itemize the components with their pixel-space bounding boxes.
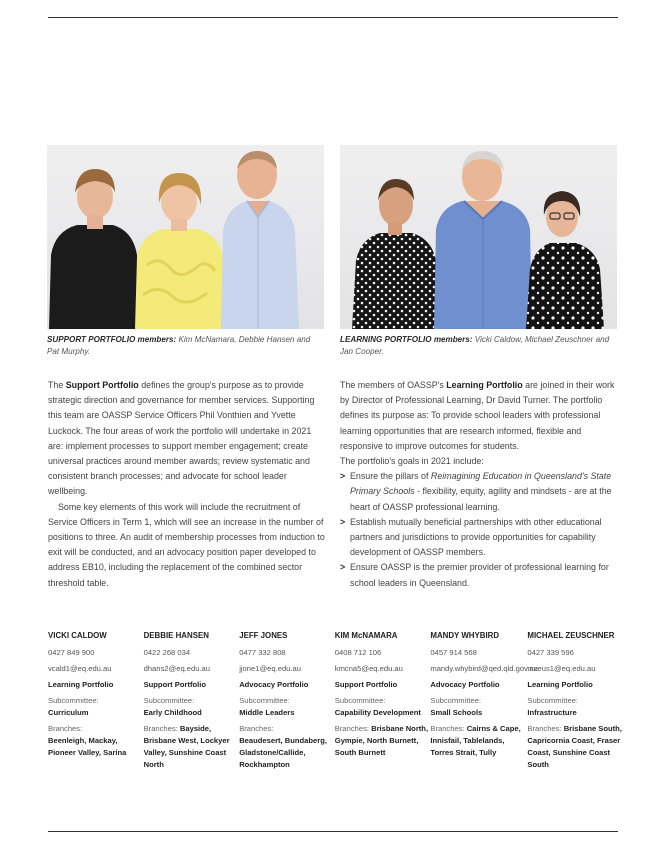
goal-item: > Ensure OASSP is the premier provider of professional learning for school leaders in Queensland.: [340, 560, 620, 590]
branches-label: Branches:: [48, 723, 83, 733]
branches-text: Cairns & Cape, Innisfail, Tablelands, Torres Strait, Tully: [430, 723, 521, 757]
subcommittee-label: Subcommittee:: [48, 695, 99, 705]
subcommittee-value: Capability Development: [334, 707, 421, 717]
contact-phone: 0408 712 106: [334, 647, 382, 657]
contact-card: [335, 630, 431, 771]
portfolio-name: Support Portfolio: [65, 380, 139, 390]
support-portfolio-photo: [47, 145, 324, 329]
text: Reimagining Education in Queensland's State Primary Schools: [350, 471, 612, 497]
branches-value: [430, 723, 527, 759]
paragraph: Some key elements of this work will include the recruitment of Service Officers in Term 1, which will see an increase in the number of positions to three. An audit of membership processes from induction to exit will be conducted, and an advocacy position paper developed to address EB10, including the replacement of the combined sector threshold table.: [48, 501, 325, 588]
branches-value: Beenleigh, Mackay, Pioneer Valley, Sarina: [48, 735, 127, 757]
contact-phone: 0427 849 900: [48, 647, 95, 657]
branches-text: Bayside, Brisbane West, Lockyer Valley, Sunshine Coast North: [143, 723, 230, 769]
text: Ensure the pillars of: [350, 471, 431, 482]
learning-portfolio-photo: [340, 145, 617, 329]
contact-email[interactable]: kmcna5@eq.edu.au: [334, 663, 403, 673]
subcommittee-label: Subcommittee:: [334, 695, 386, 705]
contact-email[interactable]: vcald1@eq.edu.au: [48, 663, 112, 673]
branches-value: [144, 723, 240, 771]
subcommittee-value: Curriculum: [48, 707, 89, 717]
branches-label: Branches:: [334, 723, 372, 733]
caption-label: SUPPORT PORTFOLIO members:: [47, 335, 177, 344]
branches-text: Brisbane North, Gympie, North Burnett, South Burnett: [334, 723, 429, 757]
subcommittee-label: Subcommittee:: [239, 695, 290, 705]
contact-email[interactable]: jjone1@eq.edu.au: [239, 663, 301, 673]
bottom-rule: [48, 831, 618, 832]
contact-phone: 0477 332 808: [239, 647, 286, 657]
subcommittee-label: Subcommittee:: [430, 695, 482, 705]
portfolio-name: Learning Portfolio: [446, 380, 523, 390]
contact-name: DEBBIE HANSEN: [143, 631, 209, 640]
contact-card: [239, 630, 335, 771]
branches-label: Branches:: [430, 723, 467, 733]
support-portfolio-article: [48, 378, 328, 591]
contact-email[interactable]: mzeus1@eq.edu.au: [527, 663, 596, 673]
caption-text: Kim McNamara, Debbie Hansen and Pat Murphy.: [47, 335, 311, 356]
paragraph: The portfolio's goals in 2021 include:: [340, 456, 484, 467]
text: The members of OASSP's: [340, 380, 447, 390]
contact-phone: 0457 914 568: [430, 647, 477, 657]
contact-card: [144, 630, 240, 771]
contact-phone: 0427 339 596: [527, 647, 574, 657]
text: defines the group's purpose as to provide strategic direction and governance for member services. Supporting this team are OASSP Service Officers Phil Vonthien and Yvette Luckock. The four areas of work the portfolio will undertake in 2021 are: implement processes to support member engagement; create universal practices around member awards; review systematic and consistent branch processes; and advocate for school leader wellbeing.: [48, 380, 315, 497]
learning-photo-caption: [340, 334, 615, 358]
contact-phone: 0422 268 034: [143, 647, 191, 657]
contact-card: [48, 630, 144, 771]
branches-value: [335, 723, 431, 759]
goal-item: > Establish mutually beneficial partnerships with other educational partners and jurisdictions to provide opportunities for capability development of OASSP members.: [340, 515, 620, 561]
text: - flexibility, equity, agility and mindsets - are at the heart of OASSP professional learning.: [350, 486, 612, 512]
contact-email[interactable]: dhans2@eq.edu.au: [143, 663, 210, 673]
paragraph: [340, 378, 620, 454]
subcommittee-label: Subcommittee:: [143, 695, 195, 705]
goal-item: [340, 469, 620, 515]
goals-list: [340, 469, 620, 591]
caption-label: LEARNING PORTFOLIO members:: [340, 335, 473, 344]
support-photo-caption: [47, 334, 322, 358]
branches-value: Beaudesert, Bundaberg, Gladstone/Callide, Rockhampton: [239, 735, 327, 769]
branches-label: Branches:: [143, 723, 180, 733]
paragraph: [48, 378, 328, 500]
top-rule: [48, 17, 618, 18]
branches-label: Branches:: [239, 723, 274, 733]
contact-portfolio: Learning Portfolio: [527, 679, 593, 689]
contact-name: VICKI CALDOW: [48, 631, 107, 640]
subcommittee-value: Infrastructure: [527, 707, 577, 717]
contact-portfolio: Support Portfolio: [334, 679, 398, 689]
subcommittee-value: Middle Leaders: [239, 707, 295, 717]
contact-portfolio: Learning Portfolio: [48, 679, 114, 689]
learning-portfolio-article: [340, 378, 620, 591]
caption-text: Vicki Caldow, Michael Zeuschner and Jan Cooper.: [340, 335, 610, 356]
contact-email[interactable]: mandy.whybird@qed.qld.gov.au: [430, 663, 538, 673]
contacts-row: [48, 630, 623, 771]
contact-name: MANDY WHYBIRD: [430, 631, 500, 640]
text: are joined in their work by Director of Professional Learning, Dr David Turner. The portfolio defines its purpose as: To provide school leaders with professional learning opportunities that are research informed, flexible and responsive to improve outcomes for students.: [340, 380, 615, 451]
subcommittee-label: Subcommittee:: [527, 695, 579, 705]
branches-text: Brisbane South, Capricornia Coast, Fraser Coast, Sunshine Coast South: [527, 723, 622, 769]
subcommittee-value: Small Schools: [430, 707, 483, 717]
subcommittee-value: Early Childhood: [143, 707, 202, 717]
text: The: [48, 380, 66, 390]
branches-label: Branches:: [527, 723, 564, 733]
contact-name: KIM McNAMARA: [334, 631, 398, 640]
contact-portfolio: Support Portfolio: [143, 679, 207, 689]
contact-portfolio: Advocacy Portfolio: [430, 679, 500, 689]
branches-value: [527, 723, 623, 771]
contact-name: JEFF JONES: [239, 631, 288, 640]
contact-name: MICHAEL ZEUSCHNER: [527, 631, 615, 640]
contact-card: [527, 630, 623, 771]
contact-card: [430, 630, 538, 771]
contact-portfolio: Advocacy Portfolio: [239, 679, 309, 689]
